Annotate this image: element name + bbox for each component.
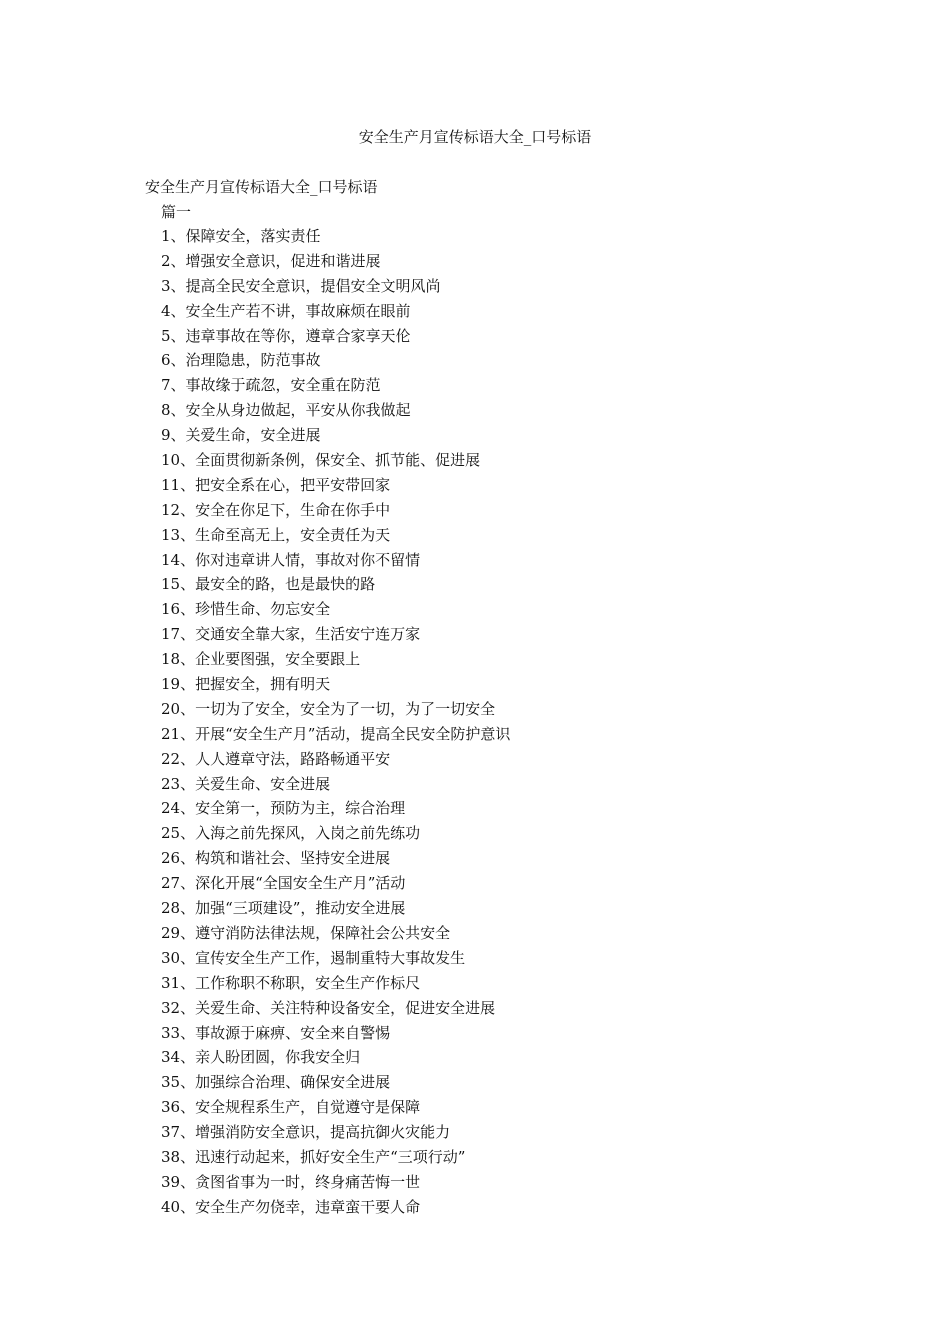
list-item: 13、生命至高无上，安全责任为天 <box>161 525 391 544</box>
list-item: 33、事故源于麻痹、安全来自警惕 <box>161 1023 391 1042</box>
list-item: 1、保障安全，落实责任 <box>161 227 321 245</box>
list-item: 12、安全在你足下，生命在你手中 <box>161 500 391 519</box>
document-subtitle: 安全生产月宣传标语大全_口号标语 <box>145 178 378 196</box>
list-item: 7、事故缘于疏忽，安全重在防范 <box>161 376 381 395</box>
list-item: 25、入海之前先探风，入岗之前先练功 <box>161 824 421 843</box>
list-item: 2、增强安全意识，促进和谐进展 <box>161 251 381 270</box>
list-item: 37、增强消防安全意识，提高抗御火灾能力 <box>161 1123 451 1142</box>
list-item: 16、珍惜生命、勿忘安全 <box>161 600 331 619</box>
list-item: 17、交通安全靠大家，生活安宁连万家 <box>161 625 421 644</box>
list-item: 15、最安全的路，也是最快的路 <box>161 575 376 594</box>
list-item: 36、安全规程系生产，自觉遵守是保障 <box>161 1098 421 1117</box>
list-item: 19、把握安全，拥有明天 <box>161 675 331 694</box>
list-item: 34、亲人盼团圆，你我安全归 <box>161 1048 361 1067</box>
list-item: 23、关爱生命、安全进展 <box>161 774 331 793</box>
list-item: 40、安全生产勿侥幸，违章蛮干要人命 <box>161 1197 421 1216</box>
list-item: 22、人人遵章守法，路路畅通平安 <box>161 749 391 768</box>
list-item: 29、遵守消防法律法规，保障社会公共安全 <box>161 923 451 942</box>
list-item: 24、安全第一，预防为主，综合治理 <box>161 799 406 818</box>
list-item: 20、一切为了安全，安全为了一切，为了一切安全 <box>161 699 496 718</box>
document-title: 安全生产月宣传标语大全_口号标语 <box>358 128 592 146</box>
list-item: 38、迅速行动起来，抓好安全生产“三项行动” <box>161 1147 466 1166</box>
list-item: 18、企业要图强，安全要跟上 <box>161 650 361 669</box>
list-item: 14、你对违章讲人情，事故对你不留情 <box>161 550 421 569</box>
list-item: 30、宣传安全生产工作，遏制重特大事故发生 <box>161 948 466 967</box>
slogan-list <box>161 224 510 1220</box>
list-item: 28、加强“三项建设”，推动安全进展 <box>161 899 406 918</box>
list-item: 27、深化开展“全国安全生产月”活动 <box>161 874 406 893</box>
list-item: 3、提高全民安全意识，提倡安全文明风尚 <box>161 276 441 295</box>
list-item: 6、治理隐患，防范事故 <box>161 351 321 370</box>
list-item: 10、全面贯彻新条例，保安全、抓节能、促进展 <box>161 451 481 470</box>
list-item: 5、违章事故在等你，遵章合家享天伦 <box>161 326 411 345</box>
list-item: 8、安全从身边做起，平安从你我做起 <box>161 401 411 420</box>
list-item: 26、构筑和谐社会、坚持安全进展 <box>161 849 391 868</box>
list-item: 11、把安全系在心，把平安带回家 <box>161 475 391 494</box>
list-item: 35、加强综合治理、确保安全进展 <box>161 1073 391 1092</box>
list-item: 9、关爱生命，安全进展 <box>161 426 321 445</box>
list-item: 32、关爱生命、关注特种设备安全，促进安全进展 <box>161 998 496 1017</box>
section-label: 篇一 <box>161 203 192 221</box>
list-item: 39、贪图省事为一时，终身痛苦悔一世 <box>161 1172 421 1191</box>
list-item: 4、安全生产若不讲，事故麻烦在眼前 <box>161 301 411 320</box>
list-item: 21、开展“安全生产月”活动，提高全民安全防护意识 <box>161 724 511 743</box>
list-item: 31、工作称职不称职，安全生产作标尺 <box>161 973 421 992</box>
